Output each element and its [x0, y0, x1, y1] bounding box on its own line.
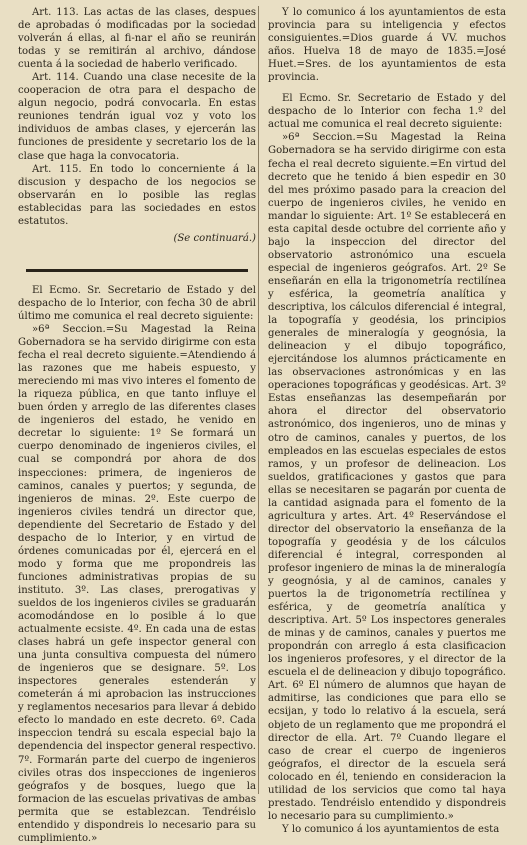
paragraph-gap: [268, 84, 506, 92]
decree-intro-right: El Ecmo. Sr. Secretario de Estado y del despacho de lo Interior con fecha 1.º del actual me comunica el real decreto siguiente:: [268, 93, 506, 131]
section-separator: [26, 269, 248, 272]
right-column: [268, 6, 506, 836]
article-113: Art. 113. Las actas de las clases, despues de aprobadas ó modificadas por la sociedad volverán á ellas, al fi-nar el año se reunirán todas y se remitirán al archivo, dándose cuenta á la sociedad de haberlo verificado.: [18, 7, 256, 71]
column-divider: [258, 6, 259, 794]
decree-intro: El Ecmo. Sr. Secretario de Estado y del despacho de lo Interior, con fecha 30 de abril último me comunica el real decreto siguiente:: [18, 284, 256, 322]
decree-body: »6ª Seccion.=Su Magestad la Reina Gobernadora se ha servido dirigirme con esta fecha el real decreto siguiente.=Atendiendo á las razones que me habeis espuesto, y mereciendo mi mas vivo interes el fomento de la riqueza pública, en que tanto influye el buen órden y arreglo de las diferentes clases de ingenieros del estado, he venido en decretar lo siguiente: 1º Se formará un cuerpo denominado de ingenieros civiles, el cual se compondrá por ahora de dos inspecciones: primera, de ingenieros de caminos, canales y puertos; y segunda, de ingenieros de minas. 2º. Este cuerpo de ingenieros civiles tendrá un director que, dependiente del Secretario de Estado y del despacho de lo Interior, y en virtud de órdenes comunicadas por él, ejercerá en el modo y forma que me propondreis las funciones administrativas propias de su instituto. 3º. Las clases, prerogativas y sueldos de los ingenieros civiles se graduarán acomodándose en lo posible á lo que actualmente ecsiste. 4º. En cada una de estas clases habrá un gefe inspector general con una junta consultiva compuesta del número de ingenieros que se designare. 5º. Los inspectores generales estenderán y cometerán á mi aprobacion las instrucciones y reglamentos necesarios para llevar á debido efecto lo mandado en este decreto. 6º. Cada inspeccion tendrá su escala especial bajo la dependencia del inspector general respectivo. 7º. Formarán parte del cuerpo de ingenieros civiles otras dos inspecciones de ingenieros geógrafos y de bosques, luego que la formacion de las escuelas privativas de ambas permita que se establezcan. Tendréislo entendido y dispondreis lo necesario para su cumplimiento.»: [18, 323, 256, 844]
left-column: [18, 6, 256, 845]
article-115: Art. 115. En todo lo concerniente á la discusion y despacho de los negocios se observarán en lo posible las reglas establecidas para las sociedades en estos estatutos.: [18, 163, 256, 227]
continuation-note: (Se continuará.): [173, 232, 256, 244]
article-114: Art. 114. Cuando una clase necesite de la cooperacion de otra para el despacho de algun negocio, podrá convocarla. En estas reuniones tendrán igual voz y voto los individuos de ambas clases, y ejercerán las funciones de presidente y secretario los de la clase que haga la convocatoria.: [18, 72, 256, 162]
decree-body-right: »6ª Seccion.=Su Magestad la Reina Gobernadora se ha servido dirigirme con esta fecha el real decreto siguiente.=En virtud del decreto que he tenido á bien espedir en 30 del mes próximo pasado para la creacion del cuerpo de ingenieros civiles, he venido en mandar lo siguiente: Art. 1º Se establecerá en esta capital desde octubre del corriente año y bajo la inspeccion del director del observatorio astronómico una escuela especial de ingenieros geógrafos. Art. 2º Se enseñarán en ella la trigonometría rectilínea y esférica, la geometría analítica y descriptiva, los cálculos diferencial é integral, la topografía y geodésia, los principios generales de mineralogía y geognósia, la delineacion y el dibujo topográfico, ejercitándose los alumnos prácticamente en las observaciones astronómicas y en las operaciones topográficas y geodésicas. Art. 3º Estas enseñanzas las desempeñarán por ahora el director del observatorio astronómico, dos ingenieros, uno de minas y otro de caminos, canales y puertos, de los empleados en las escuelas especiales de estos ramos, y un profesor de delineacion. Los sueldos, gratificaciones y gastos que para ellas se necesitaren se pagarán por cuenta de la cantidad asignada para el fomento de la agricultura y artes. Art. 4º Reservándose el director del observatorio la enseñanza de la topografía y geodésia y de los cálculos diferencial é integral, corresponden al profesor ingeniero de minas la de mineralogía y geognósia, y al de caminos, canales y puertos la de trigonometría rectilínea y esférica, y de geometría analítica y descriptiva. Art. 5º Los inspectores generales de minas y de caminos, canales y puertos me propondrán con arreglo á esta clasificacion los ingenieros profesores, y el director de la escuela el de delineacion y dibujo topográfico. Art. 6º El número de alumnos que hayan de admitirse, las condiciones que para ello se ecsijan, y todo lo relativo á la escuela, será objeto de un reglamento que me propondrá el director de ella. Art. 7º Cuando llegare el caso de crear el cuerpo de ingenieros geógrafos, el director de la escuela será colocado en él, teniendo en consideracion la utilidad de los servicios que como tal haya prestado. Tendréislo entendido y dispondreis lo necesario para su cumplimiento.»: [268, 132, 506, 822]
communication-paragraph: Y lo comunico á los ayuntamientos de esta provincia para su inteligencia y efectos consiguientes.=Dios guarde á VV. muchos años. Huelva 18 de mayo de 1835.=José Huet.=Sres. de los ayuntamientos de esta provincia.: [268, 7, 506, 84]
closing-line: Y lo comunico á los ayuntamientos de esta: [282, 823, 500, 835]
